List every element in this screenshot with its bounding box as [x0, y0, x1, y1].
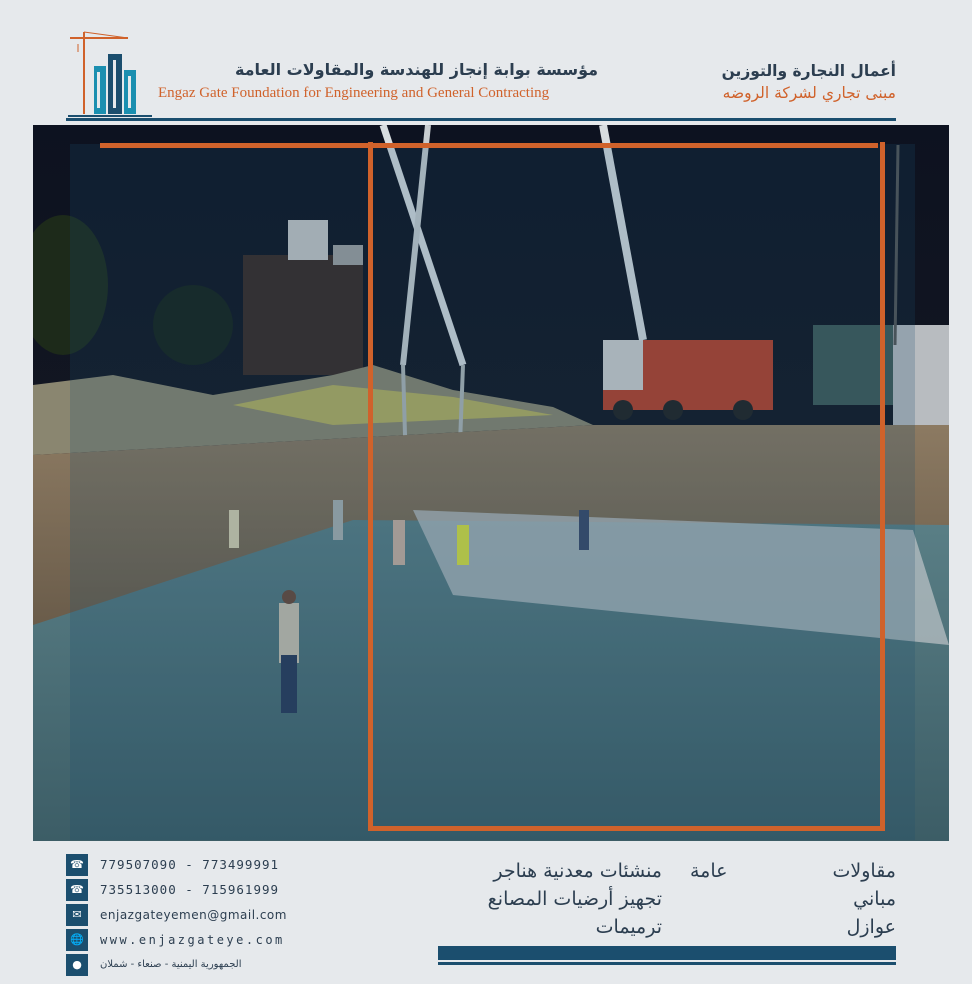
services-list-right [690, 857, 896, 941]
footer-divider [438, 946, 896, 960]
address: الجمهورية اليمنية - صنعاء - شملان [100, 959, 242, 970]
location-icon: ● [66, 954, 88, 976]
contact-phone-1 [66, 852, 306, 877]
contact-location [66, 952, 306, 977]
footer-divider-thin [438, 962, 896, 965]
service-item: ترميمات [595, 916, 662, 938]
email-icon: ✉ [66, 904, 88, 926]
crane-building-logo [66, 26, 156, 122]
company-name [158, 60, 598, 102]
services-list-left [438, 857, 662, 941]
website-url[interactable]: www.enjazgateye.com [100, 932, 285, 947]
service-item: مقاولات عامة [690, 860, 896, 882]
header-divider [66, 118, 896, 121]
contact-email [66, 902, 306, 927]
contact-website [66, 927, 306, 952]
phone-numbers-2: 735513000 - 715961999 [100, 882, 280, 897]
orange-frame-accent [368, 142, 885, 831]
service-item: عوازل [846, 916, 896, 938]
contact-list [66, 852, 306, 977]
company-name-arabic: مؤسسة بوابة إنجاز للهندسة والمقاولات العامة [234, 60, 598, 79]
email-address[interactable]: enjazgateyemen@gmail.com [100, 907, 287, 922]
company-name-english: Engaz Gate Foundation for Engineering and General Contracting [158, 85, 550, 101]
project-info [636, 62, 896, 102]
service-item: منشئات معدنية هناجر [493, 860, 662, 882]
contact-phone-2 [66, 877, 306, 902]
phone-numbers-1: 779507090 - 773499991 [100, 857, 280, 872]
project-title: أعمال النجارة والتوزين [721, 62, 896, 80]
globe-icon: 🌐 [66, 929, 88, 951]
phone-icon: ☎ [66, 879, 88, 901]
service-item: تجهيز أرضيات المصانع [487, 888, 662, 910]
service-item: مباني [853, 888, 896, 910]
phone-icon: ☎ [66, 854, 88, 876]
project-subtitle: مبنى تجاري لشركة الروضه [722, 84, 896, 102]
